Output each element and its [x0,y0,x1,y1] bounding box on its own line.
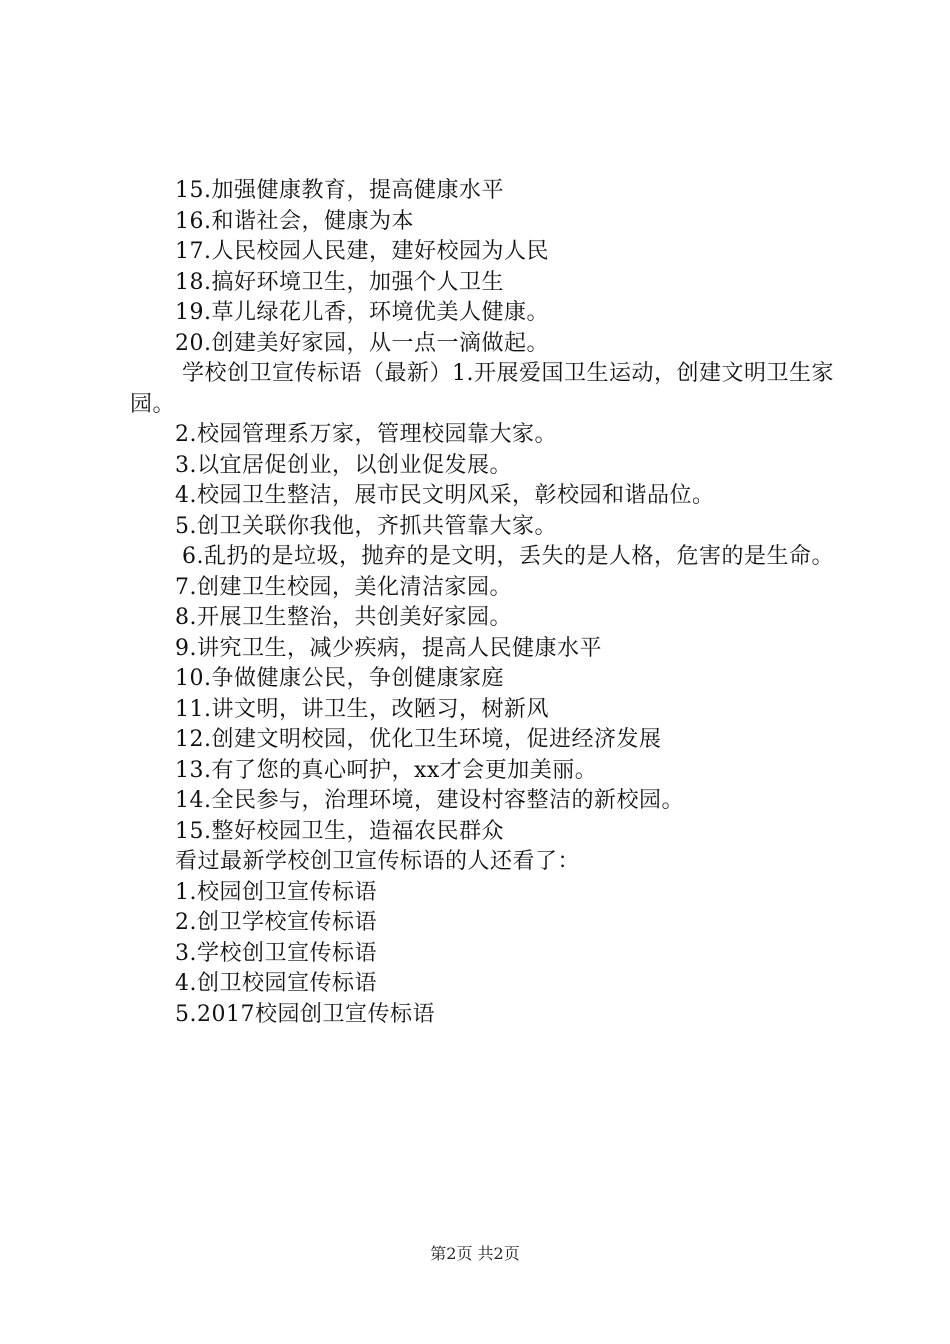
slogan-line: 9.讲究卫生，减少疾病，提高人民健康水平 [175,635,602,661]
slogan-line: 20.创建美好家园，从一点一滴做起。 [175,330,549,356]
slogan-line: 15.加强健康教育，提高健康水平 [175,178,504,203]
slogan-line: 10.争做健康公民，争创健康家庭 [175,666,504,691]
slogan-line: 3.以宜居促创业，以创业促发展。 [175,452,512,478]
slogan-line: 11.讲文明，讲卫生，改陋习，树新风 [175,696,549,722]
slogan-line: 4.校园卫生整洁，展市民文明风采，彰校园和谐品位。 [175,483,715,508]
slogan-line: 2.校园管理系万家，管理校园靠大家。 [175,422,557,447]
slogan-line: 14.全民参与，治理环境，建设村容整洁的新校园。 [175,788,684,813]
section-heading-line: 学校创卫宣传标语（最新）1.开展爱国卫生运动，创建文明卫生家园。 [130,361,834,417]
slogan-line: 15.整好校园卫生，造福农民群众 [175,818,504,844]
slogan-line: 17.人民校园人民建，建好校园为人民 [175,239,549,264]
document-body [130,176,835,1030]
related-link: 2.创卫学校宣传标语 [175,910,377,935]
related-link: 5.2017校园创卫宣传标语 [175,1001,435,1027]
slogan-line: 13.有了您的真心呵护，xx才会更加美丽。 [175,757,598,783]
related-link: 4.创卫校园宣传标语 [175,971,377,996]
page-number-footer: 第2页 共2页 [430,1244,520,1263]
slogan-line: 5.创卫关联你我他，齐抓共管靠大家。 [175,513,557,539]
slogan-line: 6.乱扔的是垃圾，抛弃的是文明，丢失的是人格，危害的是生命。 [182,544,834,569]
slogan-line: 12.创建文明校园，优化卫生环境，促进经济发展 [175,727,662,752]
slogan-line: 7.创建卫生校园，美化清洁家园。 [175,574,512,600]
slogan-line: 8.开展卫生整治，共创美好家园。 [175,605,512,630]
slogan-line: 18.搞好环境卫生，加强个人卫生 [175,269,504,295]
slogan-line: 19.草儿绿花儿香，环境优美人健康。 [175,300,549,325]
related-link: 3.学校创卫宣传标语 [175,940,377,966]
related-link: 1.校园创卫宣传标语 [175,879,377,905]
slogan-line: 16.和谐社会，健康为本 [175,208,414,234]
related-heading: 看过最新学校创卫宣传标语的人还看了： [175,849,581,874]
